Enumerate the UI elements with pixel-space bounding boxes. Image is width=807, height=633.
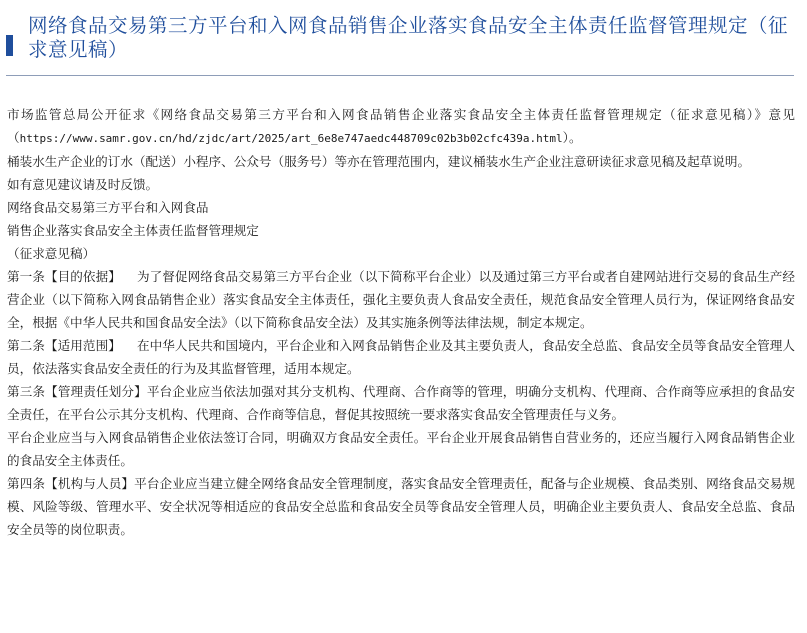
article-1 — [7, 265, 795, 334]
article-4-label: 第四条【机构与人员】 — [7, 476, 135, 491]
intro-text: 市场监管总局公开征求《网络食品交易第三方平台和入网食品销售企业落实食品安全主体责任监督管理规定（征求意见稿）》意见（ — [7, 107, 795, 145]
article-1-label: 第一条【目的依据】 — [7, 269, 121, 284]
page-header — [6, 14, 796, 62]
article-2 — [7, 334, 795, 380]
intro-text-end: ）。 — [562, 130, 582, 145]
article-4 — [7, 472, 795, 541]
doc-title-line-2: 销售企业落实食品安全主体责任监督管理规定 — [7, 223, 259, 238]
page-title: 网络食品交易第三方平台和入网食品销售企业落实食品安全主体责任监督管理规定（征求意见稿） — [28, 14, 789, 61]
title-divider — [6, 75, 794, 76]
article-2-label: 第二条【适用范围】 — [7, 338, 121, 353]
intro-paragraph — [7, 103, 795, 150]
title-accent-bar — [6, 35, 13, 56]
source-url: https://www.samr.gov.cn/hd/zjdc/art/2025/art_6e8e747aedc448709c02b3b02cfc439a.html — [19, 132, 563, 145]
article-1-text: 为了督促网络食品交易第三方平台企业（以下简称平台企业）以及通过第三方平台或者自建网站进行交易的食品生产经营企业（以下简称入网食品销售企业）落实食品安全主体责任，强化主要负责人食品安全责任，规范食品安全管理人员行为，保证网络食品安全，根据《中华人民共和国食品安全法》（以下简称食品安全法）及其实施条例等法律法规，制定本规定。 — [7, 269, 796, 330]
doc-subtitle: （征求意见稿） — [7, 246, 96, 261]
doc-title-line-1: 网络食品交易第三方平台和入网食品 — [7, 200, 209, 215]
article-3-paragraph-2: 平台企业应当与入网食品销售企业依法签订合同，明确双方食品安全责任。平台企业开展食品销售自营业务的，还应当履行入网食品销售企业的食品安全主体责任。 — [7, 430, 795, 468]
paragraph-scope-note: 桶装水生产企业的订水（配送）小程序、公众号（服务号）等亦在管理范围内，建议桶装水生产企业注意研读征求意见稿及起草说明。 — [7, 154, 751, 169]
article-3-text: 平台企业应当依法加强对其分支机构、代理商、合作商等的管理，明确分支机构、代理商、合作商等应承担的食品安全责任，在平台公示其分支机构、代理商、合作商等信息，督促其按照统一要求落实食品安全管理责任与义务。 — [7, 384, 796, 422]
article-3 — [7, 380, 795, 426]
article-2-text: 在中华人民共和国境内，平台企业和入网食品销售企业及其主要负责人，食品安全总监、食品安全员等食品安全管理人员，依法落实食品安全责任的行为及其监督管理，适用本规定。 — [7, 338, 796, 376]
article-body — [7, 103, 795, 541]
paragraph-feedback-note: 如有意见建议请及时反馈。 — [7, 177, 159, 192]
article-3-label: 第三条【管理责任划分】 — [7, 384, 147, 399]
article-4-text: 平台企业应当建立健全网络食品安全管理制度，落实食品安全管理责任，配备与企业规模、食品类别、网络食品交易规模、风险等级、管理水平、安全状况等相适应的食品安全总监和食品安全员等食品安全管理人员，明确企业主要负责人、食品安全总监、食品安全员等的岗位职责。 — [7, 476, 796, 537]
